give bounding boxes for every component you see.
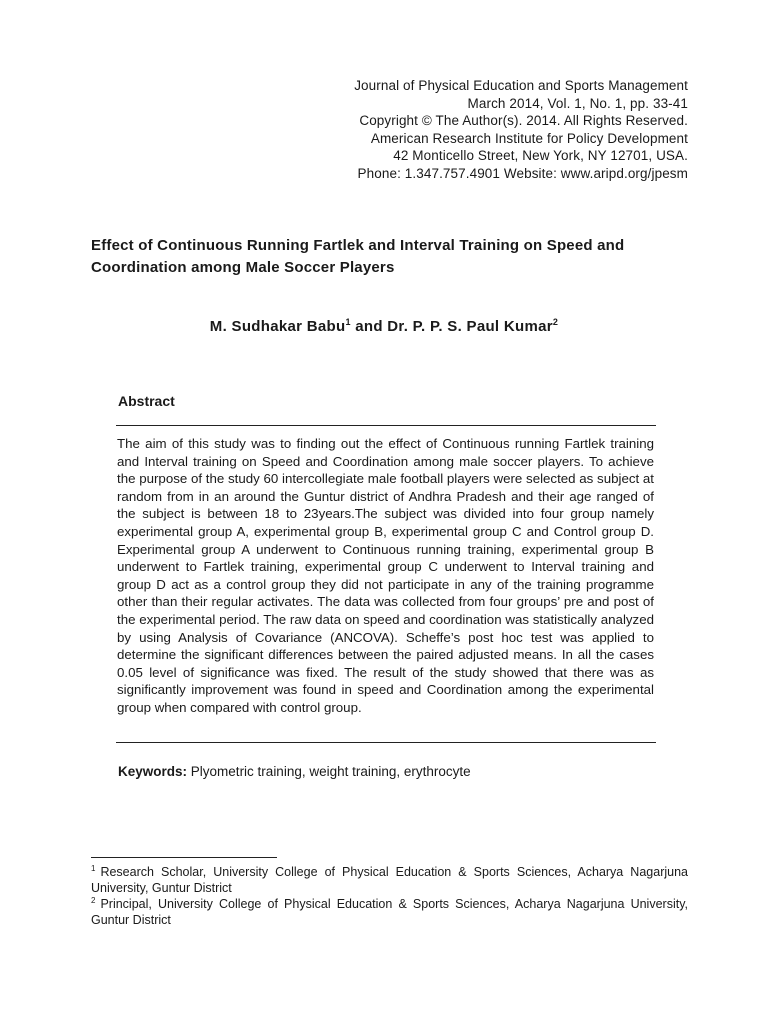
journal-contact: Phone: 1.347.757.4901 Website: www.aripd.org/jpesm	[357, 165, 688, 181]
footnote-2-text: Principal, University College of Physical Education & Sports Sciences, Acharya Nagarjuna University, Guntur District	[91, 897, 688, 927]
footnotes	[91, 864, 688, 928]
footnote-1-text: Research Scholar, University College of Physical Education & Sports Sciences, Acharya Nagarjuna University, Guntur District	[91, 865, 688, 895]
author-1-name: M. Sudhakar Babu	[209, 318, 346, 335]
footnote-2	[91, 896, 688, 928]
abstract-body: The aim of this study was to finding out the effect of Continuous running Fartlek training and Interval training on Speed and Coordination among male soccer players. To achieve the purpose of the study 60 intercollegiate male football players were selected as subject at random from in an around the Guntur district of Andhra Pradesh and their age ranged of the subject is between 18 to 23years.The subject was divided into four group namely experimental group A, experimental group B, experimental group C and Control group D. Experimental group A underwent to Continuous running training, experimental group B underwent to Fartlek training, experimental group C underwent to Interval training and group D act as a control group they did not participate in any of the training programme other than their regular activates. The data was collected from four groups’ pre and post of the experimental period. The raw data on speed and coordination was statistically analyzed by using Analysis of Covariance (ANCOVA). Scheffe’s post hoc test was applied to determine the significant differences between the paired adjusted means. In all the cases 0.05 level of significance was fixed. The result of the study showed that there was as significantly improvement was found in speed and Coordination among the experimental group when compared with control group.	[117, 436, 654, 715]
journal-copyright: Copyright © The Author(s). 2014. All Rights Reserved.	[359, 113, 688, 128]
footnote-1-mark: 1	[91, 863, 96, 873]
author-2-footnote-mark: 2	[552, 317, 559, 327]
paper-title-line-1: Effect of Continuous Running Fartlek and Interval Training on Speed and	[91, 237, 625, 254]
abstract-heading: Abstract	[118, 393, 175, 409]
paper-title	[91, 235, 691, 279]
journal-header	[354, 77, 688, 182]
abstract-bottom-rule	[116, 742, 656, 743]
author-2-name: Dr. P. P. S. Paul Kumar	[387, 318, 553, 335]
abstract-top-rule	[116, 425, 656, 426]
footnote-1	[91, 864, 688, 896]
footnote-2-mark: 2	[91, 895, 96, 905]
keywords-line	[118, 764, 471, 779]
keywords-text: Plyometric training, weight training, erythrocyte	[190, 764, 471, 779]
keywords-label: Keywords:	[118, 764, 188, 779]
journal-issue: March 2014, Vol. 1, No. 1, pp. 33-41	[467, 95, 688, 111]
journal-publisher: American Research Institute for Policy Development	[370, 130, 688, 146]
author-connector: and	[350, 318, 388, 335]
journal-name: Journal of Physical Education and Sports Management	[354, 78, 688, 93]
journal-address: 42 Monticello Street, New York, NY 12701, USA.	[393, 148, 688, 163]
footnote-separator	[91, 857, 277, 858]
author-1-footnote-mark: 1	[345, 317, 351, 327]
author-line	[0, 318, 768, 335]
paper-title-line-2: Coordination among Male Soccer Players	[91, 259, 395, 276]
